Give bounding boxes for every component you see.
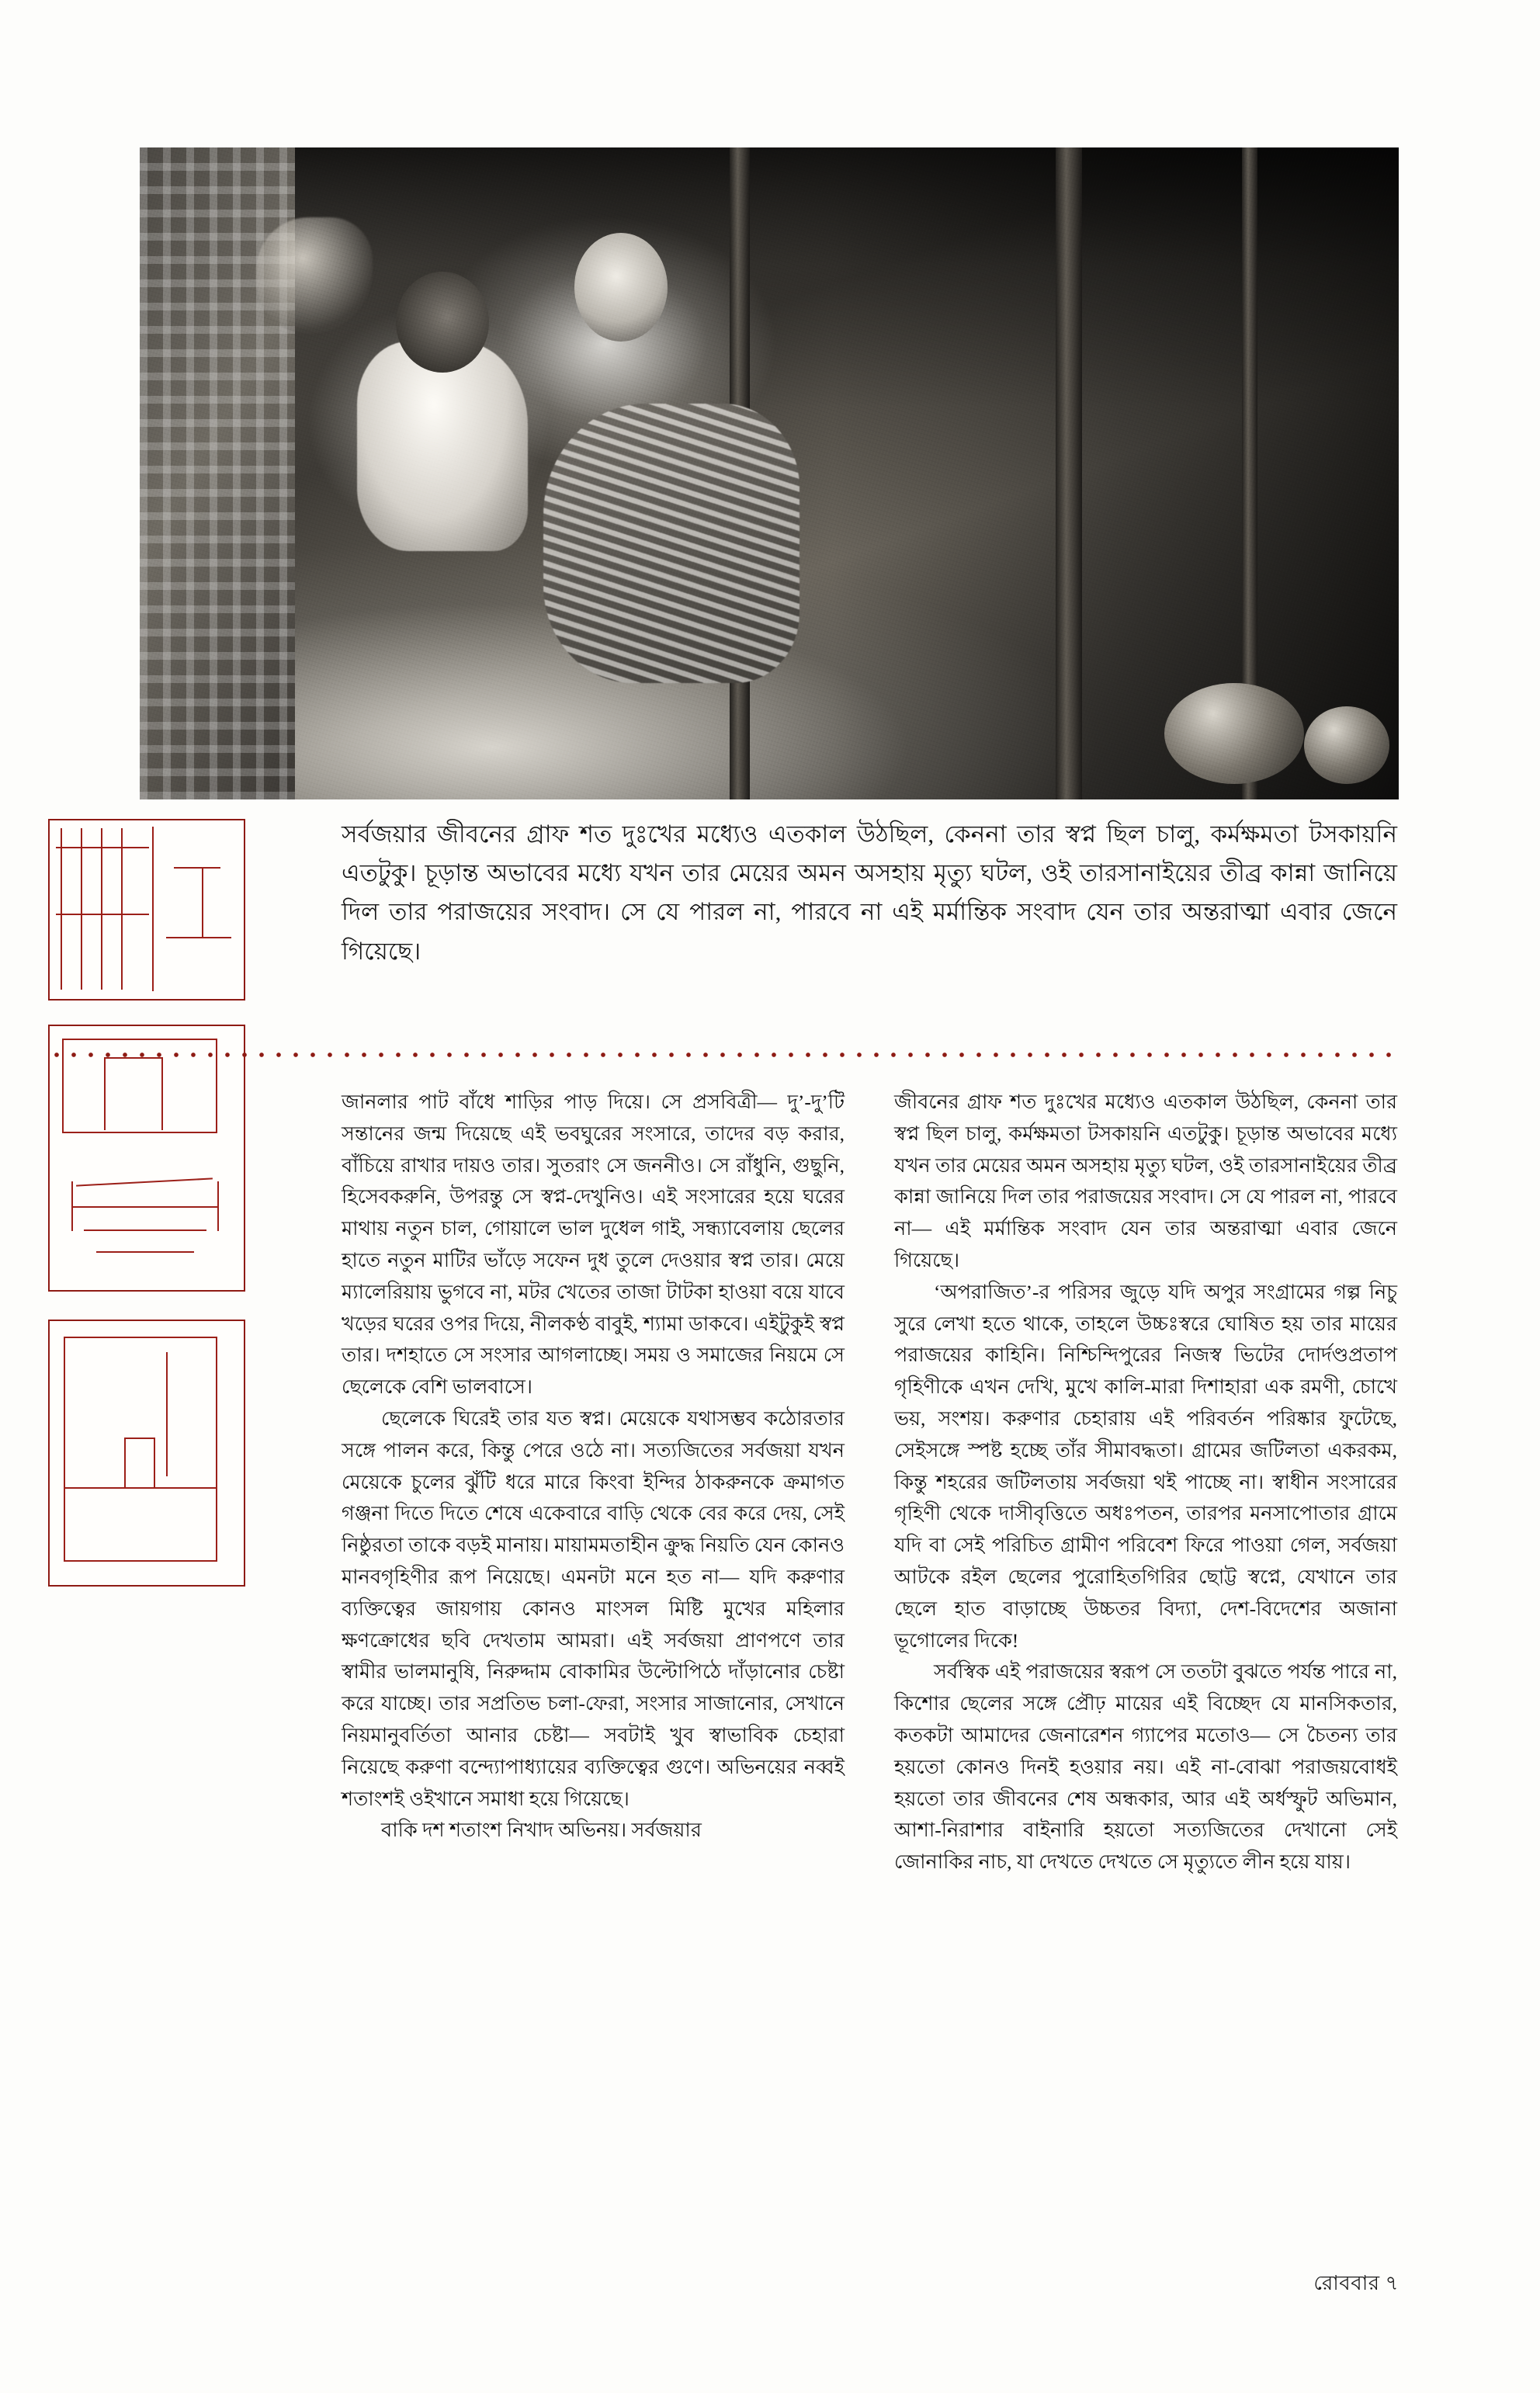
paragraph: সর্বস্বিক এই পরাজয়ের স্বরূপ সে ততটা বুঝতে পর্যন্ত পারে না, কিশোর ছেলের সঙ্গে প্রৌঢ় মায়ের এই বিচ্ছেদ যে মানসিকতার, কতকটা আমাদের জেনারেশন গ্যাপের মতোও— সে চৈতন্য তার হয়তো কোনও দিনই হওয়ার নয়। এই না-বোঝা পরাজয়বোধই হয়তো তার জীবনের শেষ অন্ধকার, আর এই অর্ধস্ফুট অভিমান, আশা-নিরাশার বাইনারি হয়তো সত্যজিতের দেখানো সেই জোনাকির নাচ, যা দেখতে দেখতে সে মৃত্যুতে লীন হয়ে যায়।	[894, 1660, 1397, 1874]
paragraph: বাকি দশ শতাংশ নিখাদ অভিনয়। সর্বজয়ার	[381, 1819, 702, 1842]
sketch-ink-2	[50, 1026, 244, 1290]
paragraph: জীবনের গ্রাফ শত দুঃখের মধ্যেও এতকাল উঠছিল, কেননা তার স্বপ্ন ছিল চালু, কর্মক্ষমতা টসকায়নি এতটুকু। চূড়ান্ত অভাবের মধ্যে যখন তার মেয়ের অমন অসহায় মৃত্যু ঘটল, ওই তারসানাইয়ের তীব্র কান্না জানিয়ে দিল তার পরাজয়ের সংবাদ। সে যে পারল না, পারবে না— এই মর্মান্তিক সংবাদ যেন তার অন্তরাত্মা এবার জেনে গিয়েছে।	[894, 1091, 1397, 1271]
paragraph: জানলার পাট বাঁধে শাড়ির পাড় দিয়ে। সে প্রসবিত্রী— দু’-দু’টি সন্তানের জন্ম দিয়েছে এই ভবঘুরের সংসারে, তাদের বড় করার, বাঁচিয়ে রাখার দায়ও তার। সুতরাং সে জননীও। সে রাঁধুনি, গুছুনি, হিসেবকরুনি, উপরন্তু সে স্বপ্ন-দেখুনিও। এই সংসারের হয়ে ঘরের মাথায় নতুন চাল, গোয়ালে ভাল দুধেল গাই, সন্ধ্যাবেলায় ছেলের হাতে নতুন মাটির ভাঁড়ে সফেন দুধ তুলে দেওয়ার স্বপ্ন তার। মেয়ে ম্যালেরিয়ায় ভুগবে না, মটর খেতের তাজা টাটকা হাওয়া বয়ে যাবে খড়ের ঘরের ওপর দিয়ে, নীলকণ্ঠ বাবুই, শ্যামা ডাকবে। এইটুকুই স্বপ্ন তার। দশহাতে সে সংসার আগলাচ্ছে। সময় ও সমাজের নিয়মে সে ছেলেকে বেশি ভালবাসে।	[342, 1091, 845, 1399]
photo-grain-overlay	[140, 147, 1399, 799]
column-left	[342, 1087, 845, 1878]
paragraph: ‘অপরাজিত’-র পরিসর জুড়ে যদি অপুর সংগ্রামের গল্প নিচু সুরে লেখা হতে থাকে, তাহলে উচ্চঃস্বরে ঘোষিত হয় তার মায়ের পরাজয়ের কাহিনি। নিশ্চিন্দিপুরের নিজস্ব ভিটের দোর্দণ্ডপ্রতাপ গৃহিণীকে এখন দেখি, মুখে কালি-মারা দিশাহারা এক রমণী, চোখে ভয়, সংশয়। করুণার চেহারায় এই পরিবর্তন পরিষ্কার ফুটেছে, সেইসঙ্গে স্পষ্ট হচ্ছে তাঁর সীমাবদ্ধতা। গ্রামের জটিলতা একরকম, কিন্তু শহরের জটিলতায় সর্বজয়া থই পাচ্ছে না। স্বাধীন সংসারের গৃহিণী থেকে দাসীবৃত্তিতে অধঃপতন, তারপর মনসাপোতার গ্রামে যদি বা সেই পরিচিত গ্রামীণ পরিবেশ ফিরে পাওয়া গেল, সর্বজয়া আটকে রইল ছেলের পুরোহিতগিরির ছোট্ট স্বপ্নে, যেখানে তার ছেলে হাত বাড়াচ্ছে উচ্চতর বিদ্যা, দেশ-বিদেশের অজানা ভূগোলের দিকে!	[894, 1280, 1397, 1652]
hero-photograph	[140, 147, 1399, 799]
lead-paragraph: সর্বজয়ার জীবনের গ্রাফ শত দুঃখের মধ্যেও এতকাল উঠছিল, কেননা তার স্বপ্ন ছিল চালু, কর্মক্ষমতা টসকায়নি এতটুকু। চূড়ান্ত অভাবের মধ্যে যখন তার মেয়ের অমন অসহায় মৃত্যু ঘটল, ওই তারসানাইয়ের তীব্র কান্না জানিয়ে দিল তার পরাজয়ের সংবাদ। সে যে পারল না, পারবে না এই মর্মান্তিক সংবাদ যেন তার অন্তরাত্মা এবার জেনে গিয়েছে।	[342, 820, 1397, 965]
paragraph: ছেলেকে ঘিরেই তার যত স্বপ্ন। মেয়েকে যথাসম্ভব কঠোরতার সঙ্গে পালন করে, কিন্তু পেরে ওঠে না। সত্যজিতের সর্বজয়া যখন মেয়েকে চুলের ঝুঁটি ধরে মারে কিংবা ইন্দির ঠাকরুনকে ক্রমাগত গঞ্জনা দিতে দিতে শেষে একেবারে বাড়ি থেকে বের করে দেয়, সেই নিষ্ঠুরতা তাকে বড়ই মানায়। মায়ামমতাহীন ক্রুদ্ধ নিয়তি যেন কোনও মানবগৃহিণীর রূপ নিয়েছে। এমনটা মনে হত না— যদি করুণার ব্যক্তিত্বের জায়গায় কোনও মাংসল মিষ্টি মুখের মহিলার ক্ষণক্রোধের ছবি দেখতাম আমরা। এই সর্বজয়া প্রাণপণে তার স্বামীর ভালমানুষি, নিরুদ্দাম বোকামির উল্টোপিঠে দাঁড়ানোর চেষ্টা করে যাচ্ছে। তার সপ্রতিভ চলা-ফেরা, সংসার সাজানোর, সেখানে নিয়মানুবর্তিতা আনার চেষ্টা— সবটাই খুব স্বাভাবিক চেহারা নিয়েছে করুণা বন্দ্যোপাধ্যায়ের ব্যক্তিত্বের গুণে। অভিনয়ের নব্বই শতাংশই ওইখানে সমাধা হয়ে গিয়েছে।	[342, 1406, 845, 1810]
margin-sketch-woman-and-pot	[48, 1025, 245, 1292]
margin-sketch-seated-figure	[48, 1320, 245, 1587]
margin-sketch-curtain	[48, 819, 245, 1001]
body-columns	[342, 1087, 1397, 1878]
page-folio: রোববার ৭	[1313, 2272, 1399, 2294]
sketch-ink-1	[50, 820, 244, 999]
dotted-divider	[48, 1051, 1399, 1059]
column-right	[894, 1087, 1397, 1878]
sketch-ink-3	[50, 1321, 244, 1585]
